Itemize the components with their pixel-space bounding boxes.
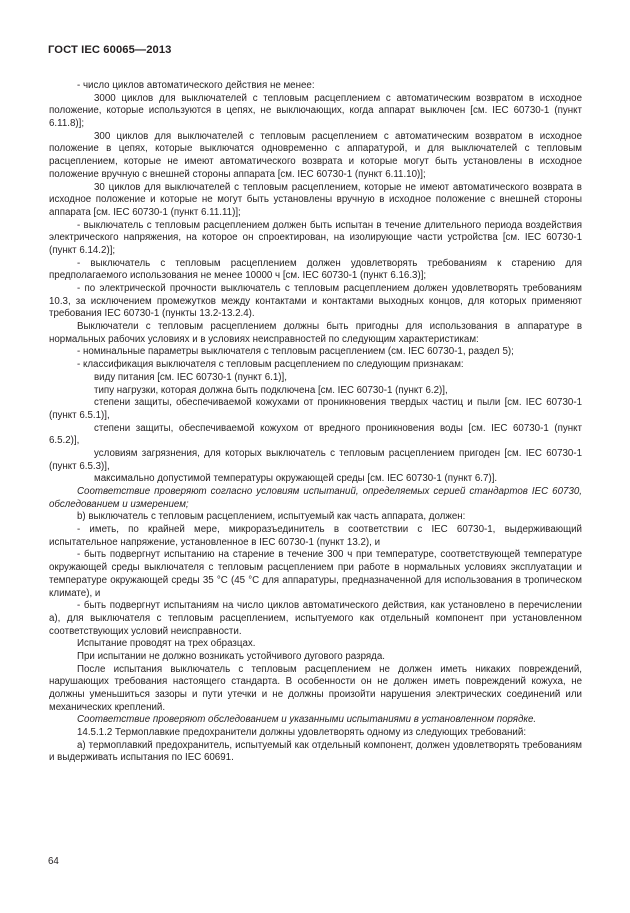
paragraph: условиям загрязнения, для которых выключатель с тепловым расцеплением пригоден [см. IEC 60730-1 (пункт 6.5.3)], xyxy=(49,447,582,472)
page-number: 64 xyxy=(48,856,59,867)
paragraph: - классификация выключателя с тепловым расцеплением по следующим признакам: xyxy=(77,359,464,371)
paragraph: Соответствие проверяют согласно условиям испытаний, определяемых серией стандартов IEC 60730, обследованием и измерением; xyxy=(49,486,582,510)
paragraph: максимально допустимой температуры окружающей среды [см. IEC 60730-1 (пункт 6.7)]. xyxy=(94,473,498,485)
paragraph: а) термоплавкий предохранитель, испытуемый как отдельный компонент, должен удовлетворять требованиям и выдерживать испытания по IEC 60691. xyxy=(49,739,582,764)
paragraph: 14.5.1.2 Термоплавкие предохранители должны удовлетворять одному из следующих требований: xyxy=(77,727,527,739)
paragraph: - по электрической прочности выключатель с тепловым расцеплением должен удовлетворять требованиям 10.3, за исключением промежутков между контактами и контактами выходных концов, для которых применяют требования IEC 60730-1 (пункты 13.2-13.2.4). xyxy=(49,283,582,320)
document-body xyxy=(49,80,582,765)
paragraph: - быть подвергнут испытанию на старение в течение 300 ч при температуре, соответствующей температуре окружающей среды выключателя с тепловым расцеплением при работе в нормальных условиях эксплуатации и температуре окружающей среды 35 °С (45 °С для аппаратуры, предназначенной для использования в тропическом климате), и xyxy=(49,549,582,599)
paragraph: После испытания выключатель с тепловым расцеплением не должен иметь никаких повреждений, нарушающих требования настоящего стандарта. В особенности он не должен иметь повреждений кожуха, не должны уменьшиться зазоры и пути утечки и не должны произойти нарушения электрических соединений или механических креплений. xyxy=(49,663,582,713)
paragraph: Испытание проводят на трех образцах. xyxy=(77,638,256,650)
paragraph: степени защиты, обеспечиваемой кожухами от проникновения твердых частиц и пыли [см. IEC 60730-1 (пункт 6.5.1)], xyxy=(49,397,582,421)
paragraph: виду питания [см. IEC 60730-1 (пункт 6.1)], xyxy=(94,371,287,383)
paragraph: 3000 циклов для выключателей с тепловым расцеплением с автоматическим возвратом в исходное положение, которые используются в цепях, не выключающих, когда аппарат выключен [см. IEC 60730-1 (пункт 6.11.8)]; xyxy=(49,92,582,130)
paragraph: 30 циклов для выключателей с тепловым расцеплением, которые не имеют автоматического возврата в исходное положение и которые не могут быть установлены вручную в исходное положение с внешней стороны аппарата [см. IEC 60730-1 (пункт 6.11.11)]; xyxy=(49,181,582,218)
paragraph: b) выключатель с тепловым расцеплением, испытуемый как часть аппарата, должен: xyxy=(77,511,466,523)
paragraph: типу нагрузки, которая должна быть подключена [см. IEC 60730-1 (пункт 6.2)], xyxy=(94,384,448,396)
paragraph: - быть подвергнут испытаниям на число циклов автоматического действия, как установлено в перечислении а), для выключателя с тепловым расцеплением, испытуемого как отдельный компонент при установленном соответствующих условий неисправности. xyxy=(49,600,582,637)
paragraph: - число циклов автоматического действия не менее: xyxy=(77,80,315,91)
paragraph: - выключатель с тепловым расцеплением должен удовлетворять требованиям к старению для предполагаемого использования не менее 10000 ч [см. IEC 60730-1 (пункт 6.16.3)]; xyxy=(49,257,582,282)
paragraph: 300 циклов для выключателей с тепловым расцеплением с автоматическим возвратом в исходное положение в цепях, которые выключатся одновременно с аппаратурой, и для выключателей с тепловым расцеплением, которые не имеют автоматического возврата и которые могут быть установлены в исходное положение вручную с внешней стороны аппарата [см. IEC 60730-1 (пункт 6.11.10)]; xyxy=(49,130,582,180)
paragraph: Выключатели с тепловым расцеплением должны быть пригодны для использования в аппаратуре в нормальных рабочих условиях и в условиях неисправностей по следующим характеристикам: xyxy=(49,321,582,345)
paragraph: - иметь, по крайней мере, микроразъединитель в соответствии с IEC 60730-1, выдерживающий испытательное напряжение, установленное в IEC 60730-1 (пункт 13.2), и xyxy=(49,524,582,548)
paragraph: Соответствие проверяют обследованием и указанными испытаниями в установленном порядке. xyxy=(77,714,537,726)
paragraph: - выключатель с тепловым расцеплением должен быть испытан в течение длительного периода воздействия электрического напряжения, на которое он спроектирован, на изолирующие части устройства [см. IEC 60730-1 (пункт 6.14.2)]; xyxy=(49,219,582,256)
paragraph: При испытании не должно возникать устойчивого дугового разряда. xyxy=(77,650,385,662)
standard-header: ГОСТ IEC 60065—2013 xyxy=(48,44,172,56)
paragraph: степени защиты, обеспечиваемой кожухом от вредного проникновения воды [см. IEC 60730-1 (пункт 6.5.2)], xyxy=(49,422,582,447)
paragraph: - номинальные параметры выключателя с тепловым расцеплением (см. IEC 60730-1, раздел 5); xyxy=(77,346,514,358)
